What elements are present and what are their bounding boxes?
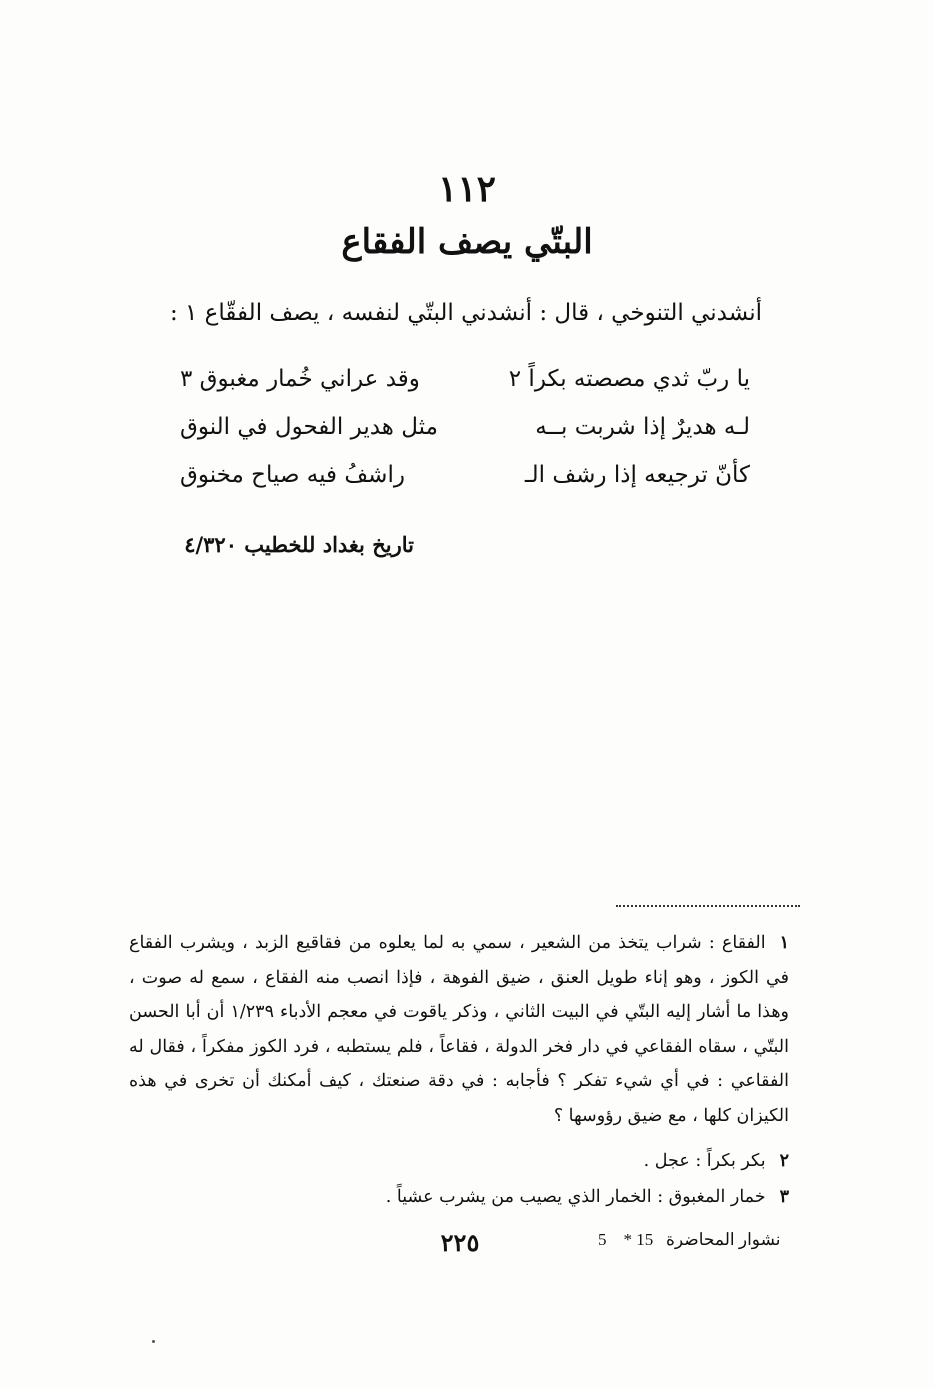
intro-line: أنشدني التنوخي ، قال : أنشدني البتّي لنفسه ، يصف الفقّاع ١ : xyxy=(169,300,762,326)
verse-line-2 xyxy=(180,414,750,454)
footnote-divider xyxy=(616,905,800,907)
footnote-text: خمار المغبوق : الخمار الذي يصيب من يشرب عشياً . xyxy=(385,1187,766,1207)
verse-line-1 xyxy=(180,366,750,406)
verse-first-hemistich: لـه هديرٌ إذا شربت بــه xyxy=(535,414,750,440)
scan-speck xyxy=(152,1340,155,1343)
footnote-text: بكر بكراً : عجل . xyxy=(643,1151,766,1171)
page-title: البتّي يصف الفقاع xyxy=(341,222,593,262)
verse-second-hemistich: وقد عراني خُمار مغبوق ٣ xyxy=(180,366,420,392)
footnote-1 xyxy=(129,926,789,1133)
footnote-number: ٢ xyxy=(779,1151,789,1171)
footnote-number: ١ xyxy=(779,933,789,953)
verse-first-hemistich: يا ربّ ثدي مصصته بكراً ٢ xyxy=(508,366,750,392)
verse-second-hemistich: مثل هدير الفحول في النوق xyxy=(180,414,438,440)
footnote-number: ٣ xyxy=(779,1187,789,1207)
verse-line-3 xyxy=(180,462,750,502)
page-number: ٢٢٥ xyxy=(440,1228,480,1257)
footnote-2 xyxy=(129,1144,789,1179)
source-citation: تاريخ بغداد للخطيب ٤/٣٢٠ xyxy=(184,532,414,557)
verse-second-hemistich: راشفُ فيه صياح مخنوق xyxy=(180,462,405,488)
footnote-text: الفقاع : شراب يتخذ من الشعير ، سمي به لما يعلوه من فقاقيع الزبد ، ويشرب الفقاع في الكوز ، وهو إناء طويل العنق ، ضيق الفوهة ، فإذا انصب منه الفقاع ، سمع له صوت ، وهذا ما أشار إليه البتّي في البيت الثاني ، وذكر ياقوت في معجم الأدباء ١/٢٣٩ أن أبا الحسن البتّي ، سقاه الفقاعي في دار فخر الدولة ، فقاعاً ، فلم يستطبه ، فرد الكوز مفكراً ، فقال له الفقاعي : في أي شيء تفكر ؟ فأجابه : في دقة صنعتك ، كيف أمكنك أن تخرى في هذه الكيزان كلها ، مع ضيق رؤوسها ؟ xyxy=(129,933,790,1126)
section-number: ١١٢ xyxy=(437,168,496,210)
signature-right-number: 5 xyxy=(598,1230,607,1249)
signature-star: * xyxy=(623,1230,632,1249)
signature-left-number: 15 xyxy=(636,1230,654,1249)
printer-signature xyxy=(598,1230,788,1250)
footnote-3 xyxy=(129,1180,789,1215)
verse-first-hemistich: كأنّ ترجيعه إذا رشف الـ xyxy=(524,462,750,488)
signature-title: نشوار المحاضرة xyxy=(666,1230,781,1249)
